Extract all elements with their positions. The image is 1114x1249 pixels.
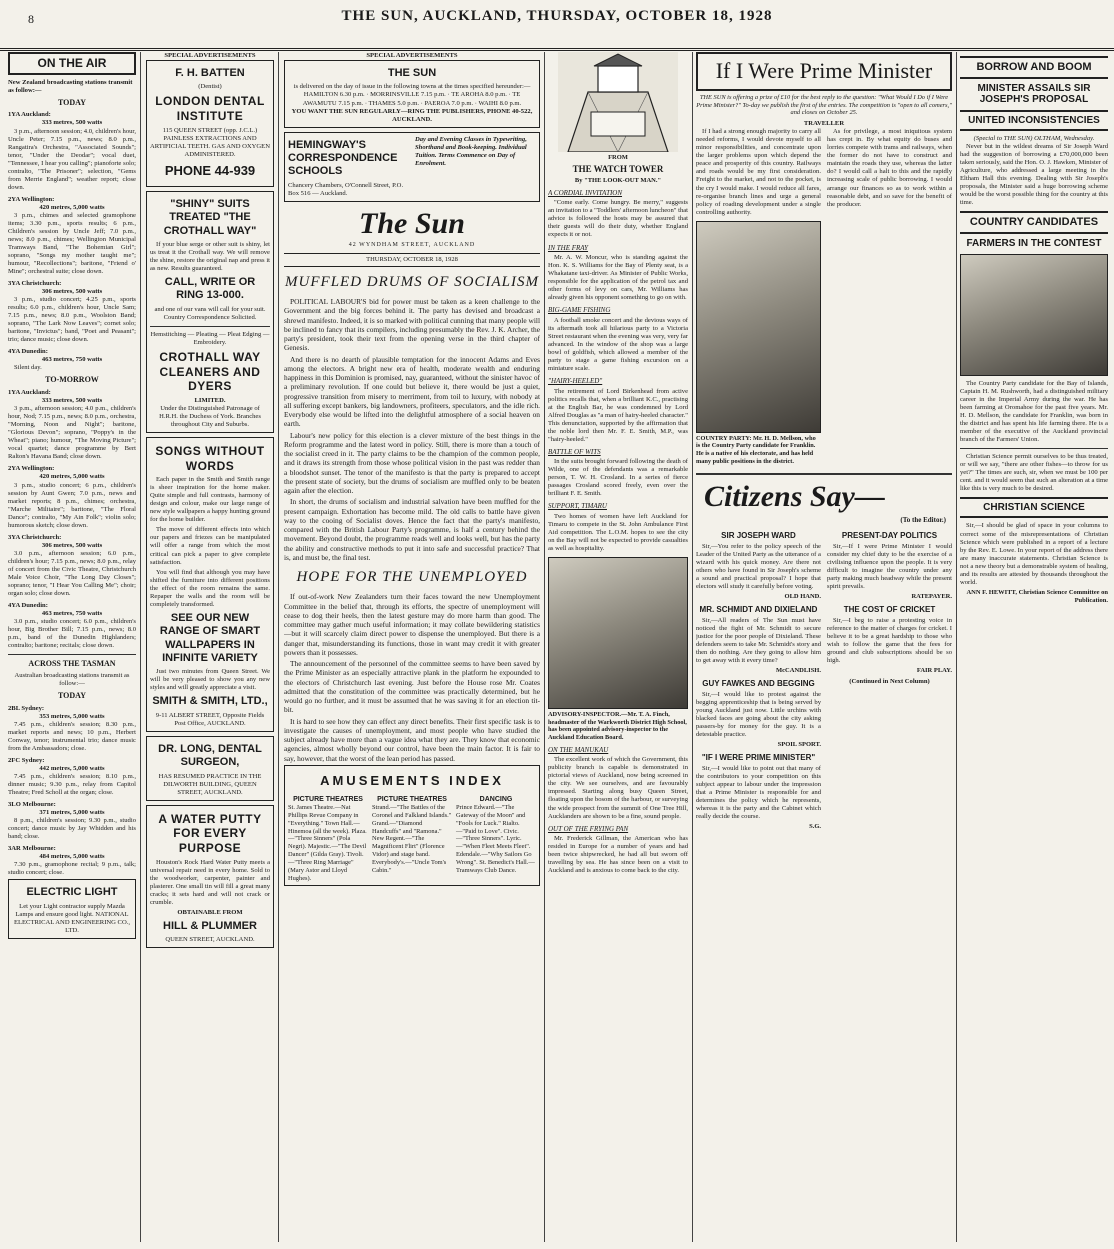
- editorial-date: THURSDAY, OCTOBER 18, 1928: [284, 253, 540, 267]
- photo-country-party: [696, 221, 821, 433]
- watch-section-heading: IN THE FRAY: [548, 243, 589, 252]
- pm-column: [696, 52, 957, 1242]
- watch-section-heading: BATTLE OF WITS: [548, 447, 601, 456]
- watch-section-text: A football smoke concert and the devious ways of its aftermath took all hilarious party to a Victoria Street restaurant when the evening was very, very far advanced. In the window of the shop was a large bowl of goldfish, which allowed a member of the party to stage a game fishing excursion on a miniature scale.: [548, 316, 688, 372]
- station-block: [8, 705, 136, 753]
- letter-text: Sir,—I would like to protest against the begging apprenticeship that is being served by young Auckland just now. Little urchins with blacked faces are going about the city asking passers-by for money for the guy. It is a detestable practice.: [696, 690, 821, 739]
- songs-heading: SONGS WITHOUT WORDS: [155, 443, 265, 473]
- station-metres: 306 metres, 500 watts: [41, 288, 103, 296]
- letter-signature: S.G.: [809, 823, 821, 830]
- letter-heading: "IF I WERE PRIME MINISTER": [701, 753, 816, 763]
- watch-section-text: The excellent work of which the Government, this publicity branch is capable is demonstrated in pictorial views of Auckland, now being screened in the city. We see ourselves, and are favourably impressed. Starting along busy Queen Street, floating upon the bosom of the harbour, or surveying the wide prospect from the summit of One Tree Hill, Aucklanders are shown to be a fine, sound people.: [548, 756, 688, 820]
- station-name: 3YA Christchurch:: [8, 280, 62, 288]
- letters-body: [696, 527, 952, 833]
- watch-section-heading: BIG-GAME FISHING: [548, 306, 611, 315]
- batten-title: (Dentist): [198, 83, 222, 91]
- station-name: 1YA Auckland:: [8, 111, 51, 119]
- sun-address: 42 WYNDHAM STREET, AUCKLAND: [348, 242, 476, 249]
- station-metres: 306 metres, 500 watts: [41, 541, 103, 549]
- divider: [696, 473, 952, 475]
- amusements-index: [284, 765, 540, 887]
- station-programme: 7.30 p.m., gramophone recital; 9 p.m., talk; studio concert; close.: [8, 861, 136, 877]
- crothall-patron: Under the Distinguished Patronage of H.R.H. the Duchess of York. Branches throughout City and Suburbs.: [159, 404, 261, 428]
- watch-section-text: Mr. A. W. Moncur, who is standing against the Hon. K. S. Williams for the Bay of Plenty seat, is a Whakatane taxi-driver. As Minister of Public Works, responsible for the application of the petrol tax and other forms of levy on cars, Mr. Williams has already given his opponent something to go on with.: [548, 254, 688, 302]
- pm-intro: THE SUN is offering a prize of £10 for the best reply to the question: "What Would I Do if I Were Prime Minister?" To-day we publish the first of the entries. The competition is "open to all comers," and closes on October 25.: [696, 93, 952, 117]
- sun-ads-label: SPECIAL ADVERTISEMENTS: [366, 52, 458, 59]
- station-block: [8, 757, 136, 797]
- station-programme: 7.45 p.m., children's session; 8.30 p.m., market reports and news; 10 p.m., Herbert Conway, tenor; instrumental trio; dance music from the Ambassadors; close.: [8, 720, 136, 752]
- electric-light-text: Let your Light contractor supply Mazda Lamps and ensure good light. NATIONAL ELECTRICAL AND ENGINEERING CO., LTD.: [13, 902, 131, 934]
- watch-section-text: "Come early. Come hungry. Be merry," suggests an invitation to a "Toddlers' afternoon luncheon" that advice is followed the hosts may be assured that their guests will do their duty, whether England expects it or not.: [548, 199, 688, 239]
- pm-title: If I Were Prime Minister: [696, 52, 952, 91]
- station-name: 3YA Christchurch:: [8, 533, 62, 541]
- songs-text-2: The move of different effects into which our papers and friezes can be manipulated will offer a range from which the most critical can pick a paper to give complete satisfaction.: [150, 526, 270, 566]
- station-metres: 420 metres, 5,000 watts: [39, 473, 105, 481]
- watch-section-heading: SUPPORT, TIMARU: [548, 502, 607, 511]
- batten-ad: [146, 60, 274, 187]
- batten-institute: LONDON DENTAL INSTITUTE: [155, 94, 265, 124]
- amusements-heading: AMUSEMENTS INDEX: [320, 772, 504, 788]
- batten-phone: PHONE 44-939: [164, 162, 256, 178]
- pm-text-left: If I had a strong enough majority to carry all needed reforms, I would devote myself to all minor responsibilities, and concentrate upon the larger problems upon which depend the peace and prosperity of this country. Railways and roads would be my first consideration. Freight to the market, and not to the pocket, is the cry I would make. I would reduce all fares, re-organise branch lines and urge a general policy of roading development under a single controlling authority.: [696, 128, 821, 216]
- watch-tower-illustration: [548, 52, 688, 152]
- station-name: 2YA Wellington:: [8, 195, 55, 203]
- smith-ad: [146, 437, 274, 732]
- putty-text: Houston's Rock Hard Water Putty meets a universal repair need in every home. Sold to the woodworker, carpenter, painter and plasterer. One small tin will fill a great many cracks; it sets hard and will not crack or crumble.: [150, 858, 270, 906]
- letter-text: Sir,—I beg to raise a protesting voice in reference to the matter of charges for cricket. I believe it to be a great hardship to those who wish to follow the game that the fees for ground and club subscriptions should be so high.: [827, 617, 952, 665]
- headline-borrow-boom: BORROW AND BOOM: [960, 56, 1108, 79]
- delivery-footer: YOU WANT THE SUN REGULARLY—RING THE PUBLISHERS, PHONE 40-522, AUCKLAND.: [291, 107, 533, 123]
- station-metres: 420 metres, 5,000 watts: [39, 203, 105, 211]
- station-programme: 3 p.m., chimes and selected gramophone items; 3.30 p.m., sports results; 6 p.m., Children's session by Uncle Jeff; 7.0 p.m., news; 8.0 p.m., chimes; Wellington Municipal Tramways Band, "The Bohemian Girl"; soprano, "Songs my mother taught me"; humour, "Recollections"; baritone, "Friend o' Mine"; orchestral suite; close down.: [8, 211, 136, 276]
- station-block: [8, 602, 136, 650]
- tasman-intro: Australian broadcasting stations transmit as follow:—: [14, 671, 130, 687]
- letter-signature: RATEPAYER.: [911, 593, 952, 601]
- watch-tower-from: FROM: [608, 154, 628, 161]
- ads-column: [146, 52, 279, 1242]
- station-programme: 8 p.m., children's session; 9.30 p.m., studio concert; dance music by Jay Whidden and his band; close.: [8, 817, 136, 841]
- today-heading: TODAY: [57, 97, 86, 107]
- batten-address: 115 QUEEN STREET (opp. J.C.L.) PAINLESS EXTRACTIONS AND ARTIFICIAL TEETH. GAS AND OXYGEN ADMINISTERED.: [150, 126, 270, 158]
- letter-text: Sir,—All readers of The Sun must have noticed the fight of Mr. Schmidt to secure justice for the poor people of Dixieland. These defenders seem to take Mr. Schmidt's story and then do nothing. Are they going to allow him to get away with it every time?: [696, 617, 821, 665]
- station-block: [8, 196, 136, 276]
- suits-correspondence: and one of our vans will call for your suit. Country Correspondence Solicited.: [154, 305, 266, 321]
- dateline: (Special to THE SUN) OLTHAM, Wednesday.: [973, 135, 1095, 143]
- letter-signature: McCANDLISH.: [776, 667, 821, 675]
- divider: [8, 654, 136, 655]
- station-metres: 463 metres, 750 watts: [41, 356, 103, 364]
- hill-address: QUEEN STREET, AUCKLAND.: [165, 936, 255, 944]
- watch-section-text: The retirement of Lord Birkenhead from active politics recalls that, when a brilliant K.C., practising at the English Bar, he was condemned by Lord Alfred Douglas as "a man of hairy-heeled character." This denunciation, supported by the affirmation that the noble lord then Mr. F. E. Smith, M.P., was "hairy-heeled.": [548, 387, 688, 443]
- watch-section-heading: ON THE MANUKAU: [548, 745, 609, 754]
- amusements-column: [288, 793, 368, 883]
- station-programme: Silent day.: [14, 364, 42, 372]
- tasman-today: TODAY: [57, 690, 86, 700]
- editorial-paragraph: In short, the drums of socialism and industrial salvation have been muffled for the present campaign. Exhortation has become mild. The old calls to battle have given way to the cooing of Socialist doves. Hence the fact that the party's manifesto, compared with the British Labour Party's programme, is half a century behind the movement. Beyond doubt, the programme reads well and looks well, but has the party the ability and constructive methods to put it into safe and successful practice? That is, and must be, the final test.: [284, 497, 540, 562]
- to-the-editor: (To the Editor.): [900, 515, 946, 524]
- putty-obtain: OBTAINABLE FROM: [177, 908, 243, 916]
- station-block: [8, 389, 136, 461]
- watch-section-heading: "HAIRY-HEELED": [548, 376, 603, 385]
- headline-country-candidates: COUNTRY CANDIDATES: [960, 211, 1108, 234]
- watch-section-heading: A CORDIAL INVITATION: [548, 188, 623, 197]
- amusements-column: [372, 793, 452, 883]
- long-name: DR. LONG, DENTAL SURGEON,: [158, 742, 262, 769]
- amusements-list: Strand.—"The Battles of the Coronel and Falkland Islands." Grand.—"Diamond Handcuffs" and "Ramona." New Regent.—"The Magnificent Flirt" (Florence Vidor) and stage band. Everybody's.—"Uncle Tom's Cabin.": [372, 804, 452, 874]
- pm-body: [696, 128, 952, 469]
- watch-tower-title: THE WATCH TOWER: [572, 163, 664, 174]
- station-name: 1YA Auckland:: [8, 389, 51, 397]
- station-name: 2YA Wellington:: [8, 465, 55, 473]
- news-story: Never but in the wildest dreams of Sir Joseph Ward had the suggestion of borrowing a £70,000,000 been taken seriously, said the Hon. O. J. Hawken, Minister of Agriculture, who addressed a large meeting in the Eltham Hall this evening. Dealing with Sir Joseph's proposals, the Minister said a huge borrowing scheme would be the worst possible thing for the country at this time.: [960, 143, 1108, 207]
- editorial-headline-socialism: MUFFLED DRUMS OF SOCIALISM: [285, 273, 539, 290]
- station-programme: 3 p.m., afternoon session; 4.0 p.m., children's hour, Nod; 7.15 p.m., news; 8.0 p.m., orchestra, "Morning, Noon and Night"; baritone, "Glorious Devon"; soprano, "Poppy's in the Wheat"; piano; humour, "The Moving Picture"; vocal quartet; dance programme by Bert Ralton's Havana Band; close down.: [8, 405, 136, 461]
- amusements-list: St. James Theatre.—Nat Phillips Revue Company in "Everything." Town Hall.—Hinemoa (all the week). Plaza.—"Three Sinners" (Pola Negri). Majestic.—"The Devil Dancer" (Gilda Gray). Tivoli.—"Three Ring Marriage" (Mary Astor and Lloyd Hughes).: [288, 804, 367, 882]
- station-programme: 3.0 p.m., studio concert; 6.0 p.m., children's hour, Big Brother Bill; 7.15 p.m., news; 8.0 p.m., band of the Dunedin Highlanders; contralto; baritone; recitals; close down.: [8, 618, 136, 650]
- sun-logo: The Sun: [359, 206, 465, 240]
- letter-heading: THE COST OF CRICKET: [843, 605, 936, 615]
- station-block: [8, 801, 136, 841]
- station-programme: 7.45 p.m., children's session; 8.10 p.m., dinner music; 9.30 p.m., relay from Capitol Theatre; Fred Scholl at the organ; close.: [8, 772, 136, 796]
- long-text: HAS RESUMED PRACTICE IN THE DILWORTH BUILDING, QUEEN STREET, AUCKLAND.: [158, 772, 262, 796]
- station-metres: 484 metres, 5,000 watts: [39, 853, 105, 861]
- on-air-heading: ON THE AIR: [8, 52, 136, 75]
- crothall-ad: [146, 191, 274, 433]
- delivery-heading: THE SUN: [387, 67, 437, 80]
- photo-caption: COUNTRY PARTY: Mr. H. D. Mellson, who is the Country Party candidate for Franklin. He is a native of his electorate, and has held many public positions in the district.: [696, 434, 816, 465]
- station-programme: 3.0 p.m., afternoon session; 6.0 p.m., children's hour; 7.15 p.m., news; 8.0 p.m., relay of concert from the Civic Theatre, Christchurch Male Voice Choir, "The Long Day Closes"; soprano; tenor, "I Hear You Calling Me"; choir; organ solo; close down.: [8, 549, 136, 597]
- station-metres: 333 metres, 500 watts: [41, 397, 103, 405]
- editorial-headline-unemployed: HOPE FOR THE UNEMPLOYED: [296, 569, 528, 585]
- on-air-intro: New Zealand broadcasting stations transmit as follow:—: [8, 78, 133, 94]
- editorial-paragraph: The announcement of the personnel of the committee seems to have been saved by the Prime Minister as an especially attractive plank in the platform he expounded to the electors of Christchurch last evening. Just before the House rose Mr. Coates admitted that the constitution of the committee was practically determined, but he would go no further, and it must be assumed that he was saving it for an election tit-bit.: [284, 659, 540, 715]
- watch-tower-column: [548, 52, 693, 1242]
- station-block: [8, 465, 136, 529]
- letter-heading: GUY FAWKES AND BEGGING: [702, 679, 815, 689]
- station-programme: 3 p.m., afternoon session; 4.0, children's hour, Uncle Peter; 7.15 p.m., news; 8.0 p.m., Rangatira's Orchestra, "Associated Sounds"; tenor, "Under the Deodar"; vocal duet, "Tennessee, I hear you calling"; pianoforte solo; contralto, "The Prisoner"; selection, "Gems from Merrie England"; weather report; close down.: [8, 127, 136, 191]
- songs-text: Each paper in the Smith and Smith range is sheer inspiration for the home maker. Quite simple and full contrasts, harmony of design and colour, make our large range of new style wallpapers a happy hunting ground for the home builder.: [150, 476, 270, 524]
- letter-signature: OLD HAND.: [784, 593, 821, 601]
- newspaper-title: THE SUN, AUCKLAND, THURSDAY, OCTOBER 18, 1928: [341, 8, 773, 24]
- amusements-list: Prince Edward.—"The Gateway of the Moon" and "Fools for Luck." Rialto.—"Paid to Love". Civic.—"Three Sinners". Lyric.—"When Fleet Meets Fleet". Edendale.—"Why Sailors Go Wrong". St. Benedict's Hall.—Tramways Club Dance.: [456, 804, 535, 874]
- station-name: 3LO Melbourne:: [8, 801, 56, 809]
- station-name: 4YA Dunedin:: [8, 348, 48, 356]
- station-block: [8, 111, 136, 191]
- continued-note: (Continued in Next Column): [849, 678, 930, 686]
- photo-caption: ADVISORY-INSPECTOR.—Mr. T. A. Finch, headmaster of the Warkworth District High School, has been appointed advisory-inspector to the Auckland Education Board.: [548, 711, 687, 742]
- station-name: 2FC Sydney:: [8, 756, 45, 764]
- station-metres: 371 metres, 5,000 watts: [39, 809, 105, 817]
- station-name: 4YA Dunedin:: [8, 601, 48, 609]
- letter-text: Sir,—I would like to point out that many of the contributors to your competition on this subject appear to labour under the impression that a Prime Minister is responsible for and determines the policy which he represents, whereas it is the party and the Cabinet which really decide the course.: [696, 764, 821, 820]
- letter-text: Sir,—You refer to the policy speech of the Leader of the United Party as the utterance of a wizard with his quick money. Are there not others who have found in Sir Joseph's scheme a sound and practical proposal? I hope that electors will study it carefully before voting.: [696, 543, 821, 591]
- photo-candidate: [960, 254, 1108, 376]
- divider: [150, 326, 270, 327]
- letter-heading: PRESENT-DAY POLITICS: [841, 531, 938, 541]
- letter-signature: ANN F. HEWITT, Christian Science Committee on Publication.: [966, 588, 1108, 604]
- station-metres: 442 metres, 5,000 watts: [39, 764, 105, 772]
- station-name: 3AR Melbourne:: [8, 845, 56, 853]
- putty-ad: [146, 805, 274, 949]
- citizens-say-heading: Citizens Say—: [704, 480, 885, 514]
- electric-light-heading: ELECTRIC LIGHT: [26, 886, 118, 899]
- amusements-subhead: DANCING: [479, 795, 513, 803]
- electric-light-ad: [8, 879, 136, 939]
- tomorrow-heading: TO-MORROW: [45, 375, 99, 385]
- headline-farmers: FARMERS IN THE CONTEST: [966, 238, 1102, 250]
- watch-section-text: In the suits brought forward following the death of Wilde, one of the defendants was a remarkable person, T. W. H. Crosland. In a series of fierce passages Crosland scored freely, even over the brilliant F. E. Smith.: [548, 458, 688, 498]
- delivery-notice: [284, 60, 540, 128]
- letter-heading: MR. SCHMIDT AND DIXIELAND: [699, 605, 818, 615]
- hemingway-name: HEMINGWAY'S CORRESPONDENCE SCHOOLS: [288, 138, 398, 178]
- editorial-paragraph: POLITICAL LABOUR'S bid for power must be taken as a keen challenge to the Government and the big forces behind it. The party has devised and broadcast a shrewd manifesto. Indeed, it is so marked with political cunning that many people will be inclined to fancy that its compilers, including presumably the Rev. J. K. Archer, the party's president, took their text from the opening verse in the third chapter of Genesis.: [284, 297, 540, 353]
- suits-text: If your blue serge or other suit is shiny, let us treat it the Crothall way. We will remove the shine, restore the original nap and press it as new. Results guaranteed.: [150, 240, 270, 273]
- headline-minister: MINISTER ASSAILS SIR JOSEPH'S PROPOSAL: [977, 82, 1091, 106]
- letter-heading: SIR JOSEPH WARD: [721, 531, 796, 541]
- station-block: [8, 348, 136, 372]
- headline-united: UNITED INCONSISTENCIES: [960, 110, 1108, 132]
- news-story: Sir,—I should be glad of space in your columns to correct some of the misrepresentations of Christian Science which were published in a report of a lecture by the Rev. E. Lowe. In your report of the address there are many inaccurate statements. Christian Science is not a new theory but a demonstrable system of healing, and its results are attested by thousands throughout the world.: [960, 522, 1108, 586]
- news-story: The Country Party candidate for the Bay of Islands, Captain H. M. Rushworth, had a distinguished military career in the Imperial Army during the war. He has been farming at Oromahoe for the past five years. Mr. H. D. Mellson, the candidate for Franklin, was born in the district and has spent his life farming there. He is a member of the executive of the Auckland provincial branch of the Farmers' Union.: [960, 379, 1108, 443]
- news-column: [960, 52, 1108, 1242]
- batten-name: F. H. BATTEN: [175, 67, 245, 80]
- station-block: [8, 534, 136, 598]
- divider: [960, 448, 1108, 449]
- putty-heading: A WATER PUTTY FOR EVERY PURPOSE: [158, 811, 262, 856]
- long-ad: [146, 736, 274, 801]
- letter-text: Sir,—If I were Prime Minister I would consider my chief duty to be the exercise of a civilising influence upon the people. It is very difficult to imagine the country under any party making much headway while the present spirit prevails.: [827, 543, 952, 591]
- pm-text-right: As for privilege, a most iniquitous system has crept in. By what equity do buses and lorries compete with trams and railways, when the former do not have to construct and maintain the roads they use, whereas the latter do? I would call a halt to this and the rapidly increasing scale of public borrowing. I would arrange our finances so as to work within a reasonable debt, and so save for the benefit of the producer.: [827, 128, 952, 208]
- amusements-subhead: PICTURE THEATRES: [293, 795, 363, 803]
- suits-call: CALL, WRITE OR RING 13-000.: [164, 276, 256, 302]
- editorial-column: [284, 52, 545, 1242]
- crothall-name: CROTHALL WAY CLEANERS AND DYERS: [159, 349, 261, 394]
- watch-tower-byline: By "THE LOOK-OUT MAN.": [574, 176, 662, 184]
- amusements-subhead: PICTURE THEATRES: [377, 795, 447, 803]
- station-metres: 463 metres, 750 watts: [41, 609, 103, 617]
- letter-signature: FAIR PLAY.: [916, 667, 952, 675]
- station-block: [8, 845, 136, 877]
- hemingway-address: Chancery Chambers, O'Connell Street, P.O. Box 516 — Auckland.: [288, 181, 404, 197]
- amusements-column: [456, 793, 536, 883]
- watch-section-text: Two homes of women have left Auckland for Timaru to compete in the St. John Ambulance First Aid competition. The L.O.M. hopes to see the city on the Bay will not be expected to provide casualties as well as hospitality.: [548, 512, 688, 553]
- hill-name: HILL & PLUMMER: [163, 919, 257, 932]
- station-metres: 353 metres, 5,000 watts: [39, 712, 105, 720]
- tasman-heading: ACROSS THE TASMAN: [28, 659, 116, 669]
- suits-heading: "SHINY" SUITS TREATED "THE CROTHALL WAY": [163, 197, 257, 237]
- station-programme: 3 p.m., studio concert; 4.25 p.m., sports results; 6.0 p.m., children's hour, Uncle Sam; 7.15 p.m., news; 8.0 p.m., Woolston Band; soprano, "The Lark Now Leaves"; cornet solo; baritone, "Invictus"; band, "Poet and Peasant"; trio; dance music; close down.: [8, 296, 136, 344]
- crothall-services: Hemstitching — Pleating — Pleat Edging — Embroidery.: [150, 330, 270, 346]
- news-story: Christian Science permit ourselves to be thus treated, or will we say, "there are other fishes—to throw for us yet?" The times are such, sir, when we must be 100 per cent. and it would seem that such an alteration at a time like this is very much to be desired.: [960, 452, 1108, 492]
- headline-christian-science: CHRISTIAN SCIENCE: [960, 497, 1108, 519]
- editorial-paragraph: Labour's new policy for this election is a clever mixture of the best things in the Reform programme and the latest word in policy. Still, there is more than a touch of the socialist creed in it. The party claims to be the champion of the common people, and it draws its strength from those whose political vision in the past was redder than a bloodshot sunset. The tenor of the manifesto is that the party is prepared to accept the present state of society, but the drums of socialism are muffled only to be beaten again after the election.: [284, 430, 540, 495]
- station-name: 2BL Sydney:: [8, 704, 45, 712]
- photo-arbitration: [548, 557, 688, 709]
- pm-byline: TRAVELLER: [803, 120, 845, 128]
- editorial-paragraph: It is hard to see how they can effect any direct benefits. Their first specific task is to investigate the causes of unemployment, and most people who have studied the subject already have more than a vague idea what they are. They know that economic agencies, almost wholly beyond our control, have been the main factor. It is fair to say, however, that the worst of the lean period has passed.: [284, 716, 540, 763]
- on-air-column: [8, 52, 141, 1242]
- delivery-text: is delivered on the day of issue in the following towns at the times specified hereunder:— HAMILTON 6.30 p.m. · MORRINSVILLE 7.15 p.m. · TE AROHA 8.0 p.m. · TE AWAMUTU 7.15 p.m. · THAMES 5.0 p.m. · PAEROA 7.0 p.m. · WAIHI 8.0 p.m.: [293, 83, 531, 107]
- watch-section-heading: OUT OF THE FRYING PAN: [548, 824, 629, 833]
- hemingway-ad: [284, 132, 540, 202]
- editorial-paragraph: And there is no dearth of plausible temptation for the innocent Adams and Eves among the electors. A bright new era of health, moderate wealth and enduring happiness in this Dominion is promised, nay, guaranteed, without the sinister havoc of a preliminary revolution. If one could but believe it, there would be just a quiet, progressive transition from misery to merriment, from toil to luxury, with nobody at all suffering except bankers, big landowners, profiteers, speculators, and the idle rich. Everybody else would be lifted into the delightful atmosphere of a social heaven on earth.: [284, 354, 540, 429]
- station-block: [8, 280, 136, 344]
- editorial-paragraph: If out-of-work New Zealanders turn their faces toward the new Unemployment Committee in the belief that, through its efforts, the spectre of unemployment will cease to dog their heels, then the latest gesture may do more harm than good. The committee may gather much useful information; it may collate bewildering statistics—but it will scarcely claim direct power to dispense the unemployed. But there is a danger that, misunderstanding its functions, those in want may credit it with greater powers than it possesses.: [284, 592, 540, 657]
- wallpaper-heading: SEE OUR NEW RANGE OF SMART WALLPAPERS IN INFINITE VARIETY: [159, 611, 261, 664]
- wallpaper-text: Just two minutes from Queen Street. We will be very pleased to show you any new styles and will greatly appreciate a visit.: [150, 668, 270, 692]
- crothall-ltd: LIMITED.: [194, 396, 226, 404]
- letter-signature: SPOIL SPORT.: [777, 741, 821, 749]
- station-programme: 3 p.m., studio concert; 6 p.m., children's session by Aunt Gwen; 7.0 p.m., news and market reports; 8 p.m., chimes; orchestra, "Marche Militaire"; baritone, "The Floral Dance"; contralto, "My Ain Folk"; violin solo; humorous sketch; close down.: [8, 481, 136, 529]
- masthead: [0, 0, 1114, 51]
- smith-name: SMITH & SMITH, LTD.,: [152, 695, 268, 708]
- songs-text-3: You will find that although you may have shifted the furniture into different positions the effect of the room remains the same. Repaper the walls and the room will be completely transformed.: [150, 568, 270, 608]
- watch-section-text: Mr. Frederick Gillman, the American who has resided in Europe for a number of years and had been twice shipwrecked, he had all but sworn off travelling by sea. He has since been on a visit to Auckland and is anxious to come back to the city.: [548, 835, 688, 875]
- hemingway-details: Day and Evening Classes in Typewriting, Shorthand and Book-keeping. Individual Tuition. Terms Commence on Day of Enrolment.: [415, 135, 527, 167]
- page-number: 8: [28, 12, 34, 26]
- station-metres: 333 metres, 500 watts: [41, 119, 103, 127]
- tower-icon: [558, 52, 678, 152]
- ads-label: SPECIAL ADVERTISEMENTS: [164, 52, 256, 59]
- smith-address: 9-11 ALBERT STREET, Opposite Fields Post Office, AUCKLAND.: [155, 711, 265, 727]
